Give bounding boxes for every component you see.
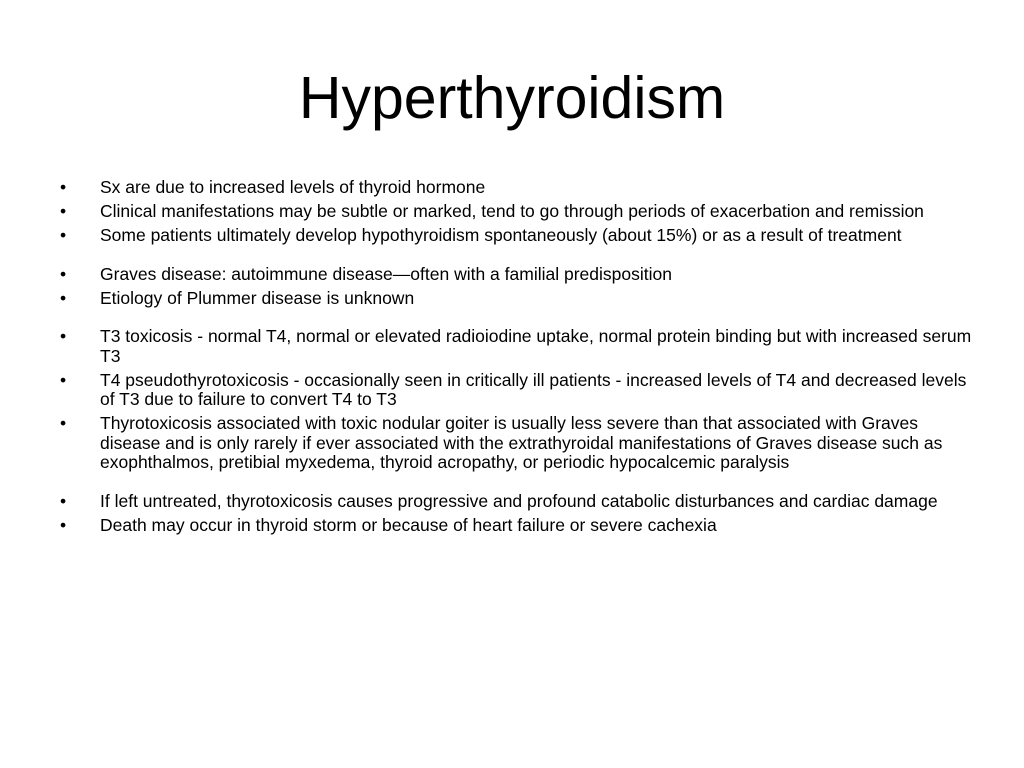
slide-title: Hyperthyroidism [298, 65, 726, 131]
list-item [58, 265, 978, 285]
list-item [58, 178, 978, 198]
list-item [58, 414, 978, 473]
bullet-icon: • [60, 263, 67, 284]
bullet-text: T3 toxicosis - normal T4, normal or elevated radioiodine uptake, normal protein binding but with increased serum T3 [100, 326, 972, 366]
bullet-icon: • [60, 326, 67, 346]
bullet-icon: • [60, 514, 67, 535]
list-item [58, 371, 978, 410]
bullet-text: Etiology of Plummer disease is unknown [100, 287, 415, 308]
bullet-icon: • [60, 201, 67, 221]
bullet-text: Some patients ultimately develop hypothyroidism spontaneously (about 15%) or as a result of treatment [100, 225, 902, 245]
bullet-icon: • [60, 413, 67, 433]
list-item [58, 492, 978, 512]
bullet-text: Graves disease: autoimmune disease—often with a familial predisposition [100, 263, 672, 284]
bullet-icon: • [60, 287, 67, 308]
list-item [58, 516, 978, 536]
bullet-text: T4 pseudothyrotoxicosis - occasionally seen in critically ill patients - increased levels of T4 and decreased levels of T3 due to failure to convert T4 to T3 [100, 369, 967, 409]
bullet-icon: • [60, 225, 67, 245]
list-item [58, 289, 978, 309]
bullet-text: Death may occur in thyroid storm or because of heart failure or severe cachexia [100, 514, 717, 535]
bullet-list [58, 178, 978, 540]
bullet-text: Thyrotoxicosis associated with toxic nodular goiter is usually less severe than that associated with Graves disease and is only rarely if ever associated with the extrathyroidal manifestations of Graves disease such as exophthalmos, pretibial myxedema, thyroid acropathy, or periodic hypocalcemic paralysis [100, 413, 943, 472]
bullet-text: If left untreated, thyrotoxicosis causes progressive and profound catabolic disturbances and cardiac damage [100, 490, 938, 511]
list-item [58, 327, 978, 366]
bullet-icon: • [60, 490, 67, 511]
bullet-icon: • [60, 369, 67, 390]
bullet-icon: • [60, 177, 67, 197]
bullet-text: Clinical manifestations may be subtle or marked, tend to go through periods of exacerbation and remission [100, 201, 924, 221]
list-item [58, 226, 978, 246]
bullet-text: Sx are due to increased levels of thyroid hormone [100, 177, 486, 197]
list-item [58, 202, 978, 222]
